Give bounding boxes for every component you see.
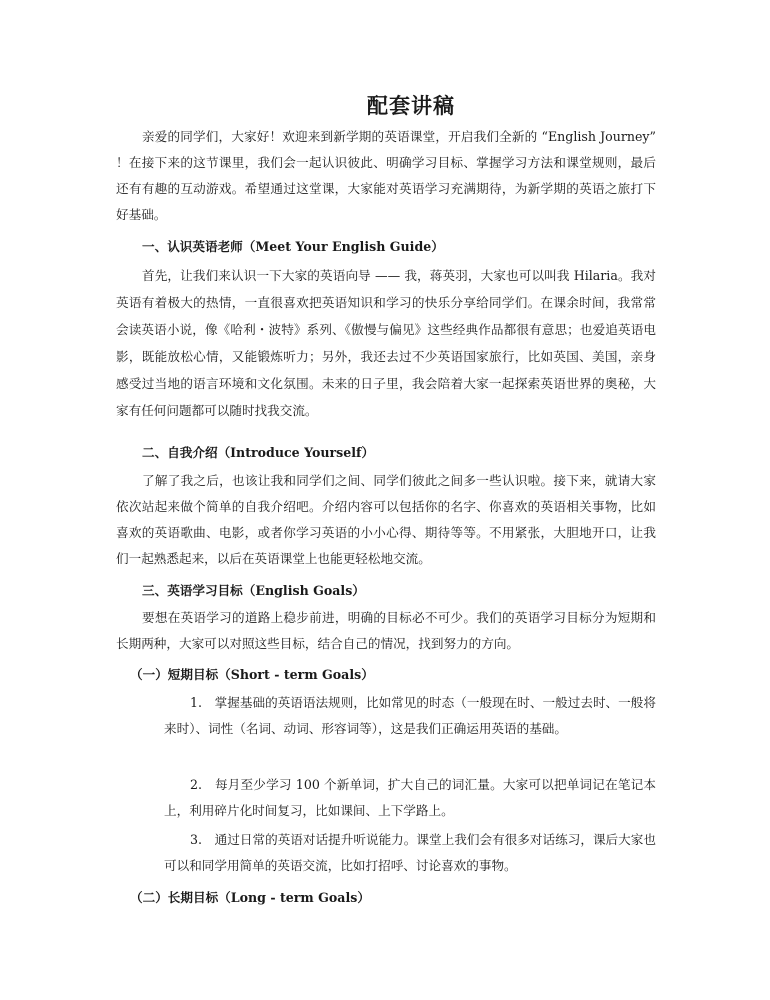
- page-title: 配套讲稿: [367, 93, 455, 118]
- goal-item-3: [164, 827, 656, 879]
- section-3: [116, 578, 656, 604]
- section-1-body: [116, 262, 656, 424]
- section-1-heading: 一、认识英语老师（Meet Your English Guide）: [142, 239, 444, 254]
- long-term-heading: （二）长期目标（Long - term Goals）: [130, 890, 370, 905]
- section-1-text: 首先，让我们来认识一下大家的英语向导 —— 我，蒋英羽，大家也可以叫我 Hilaria。我对英语有着极大的热情，一直很喜欢把英语知识和学习的快乐分享给同学们。在课余时间，我常常会读英语小说，像《哈利・波特》系列、《傲慢与偏见》这些经典作品都很有意思；也爱追英语电影，既能放松心情，又能锻炼听力；另外，我还去过不少英语国家旅行，比如英国、美国，亲身感受过当地的语言环境和文化氛围。未来的日子里，我会陪着大家一起探索英语世界的奥秘，大家有任何问题都可以随时找我交流。: [116, 268, 656, 418]
- section-2-heading: 二、自我介绍（Introduce Yourself）: [142, 445, 375, 460]
- goal-item-text: 1. 掌握基础的英语语法规则，比如常见的时态（一般现在时、一般过去时、一般将来时）、词性（名词、动词、形容词等），这是我们正确运用英语的基础。: [164, 695, 656, 736]
- goal-item-text: 2. 每月至少学习 100 个新单词，扩大自己的词汇量。大家可以把单词记在笔记本上，利用碎片化时间复习，比如课间、上下学路上。: [164, 777, 656, 818]
- section-2-text: 了解了我之后，也该让我和同学们之间、同学们彼此之间多一些认识啦。接下来，就请大家依次站起来做个简单的自我介绍吧。介绍内容可以包括你的名字、你喜欢的英语相关事物，比如喜欢的英语歌曲、电影，或者你学习英语的小小心得、期待等等。不用紧张，大胆地开口，让我们一起熟悉起来，以后在英语课堂上也能更轻松地交流。: [116, 473, 656, 566]
- intro-paragraph: [116, 124, 656, 228]
- section-3-text: 要想在英语学习的道路上稳步前进，明确的目标必不可少。我们的英语学习目标分为短期和长期两种，大家可以对照这些目标，结合自己的情况，找到努力的方向。: [116, 610, 656, 651]
- short-term-goals: [116, 662, 656, 688]
- goal-item-1: [164, 690, 656, 742]
- short-term-heading: （一）短期目标（Short - term Goals）: [130, 667, 374, 682]
- section-3-body: [116, 605, 656, 657]
- section-2: [116, 440, 656, 466]
- section-2-body: [116, 468, 656, 572]
- goal-item-text: 3. 通过日常的英语对话提升听说能力。课堂上我们会有很多对话练习，课后大家也可以和同学用简单的英语交流，比如打招呼、讨论喜欢的事物。: [164, 832, 656, 873]
- long-term-goals: [116, 885, 656, 911]
- goal-item-2: [164, 772, 656, 824]
- section-3-heading: 三、英语学习目标（English Goals）: [142, 583, 365, 598]
- section-1: [116, 234, 656, 260]
- intro-text: 亲爱的同学们，大家好！欢迎来到新学期的英语课堂，开启我们全新的 “English Journey” ！在接下来的这节课里，我们会一起认识彼此、明确学习目标、掌握学习方法和课堂规则，最后还有有趣的互动游戏。希望通过这堂课，大家能对英语学习充满期待，为新学期的英语之旅打下好基础。: [116, 129, 656, 222]
